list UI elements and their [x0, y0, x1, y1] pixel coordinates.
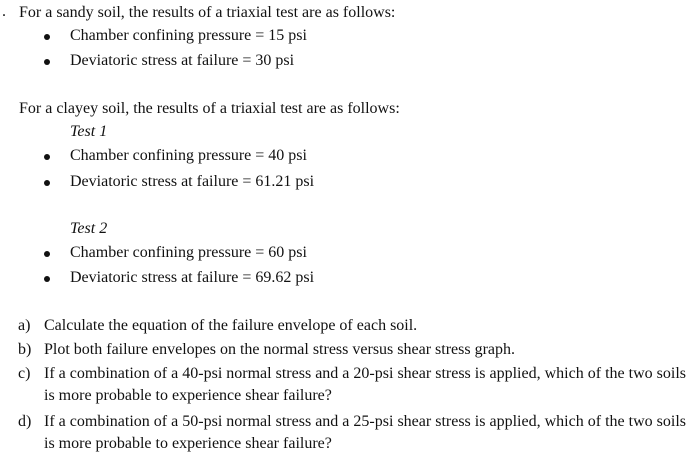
- question-a-label: a): [18, 317, 31, 334]
- test1-item-deviatoric: Deviatoric stress at failure = 61.21 psi: [70, 173, 315, 190]
- bullet-dot: [44, 180, 50, 186]
- question-b-label: b): [18, 341, 32, 358]
- question-c-label: c): [18, 365, 31, 382]
- test1-title: Test 1: [70, 123, 108, 140]
- clayey-intro: For a clayey soil, the results of a triaxial test are as follows:: [19, 100, 400, 117]
- test1-item-confining: Chamber confining pressure = 40 psi: [70, 147, 307, 164]
- sandy-intro: For a sandy soil, the results of a triaxial test are as follows:: [19, 4, 396, 21]
- sandy-item-deviatoric: Deviatoric stress at failure = 30 psi: [70, 52, 295, 69]
- bullet-dot: [44, 34, 50, 40]
- test2-title: Test 2: [70, 220, 108, 237]
- question-d-label: d): [18, 413, 32, 430]
- test2-item-deviatoric: Deviatoric stress at failure = 69.62 psi: [70, 269, 315, 286]
- question-d-text: If a combination of a 50-psi normal stress and a 25-psi shear stress is applied, which of the two soils is more probable to experience shear failure?: [44, 413, 686, 452]
- question-c-text: If a combination of a 40-psi normal stress and a 20-psi shear stress is applied, which of the two soils is more probable to experience shear failure?: [44, 365, 686, 404]
- bullet-dot: [44, 59, 50, 65]
- bullet-dot: [44, 251, 50, 257]
- problem-marker: .: [2, 3, 6, 20]
- question-b-text: Plot both failure envelopes on the normal stress versus shear stress graph.: [44, 341, 516, 358]
- sandy-item-confining: Chamber confining pressure = 15 psi: [70, 27, 307, 44]
- question-a-text: Calculate the equation of the failure envelope of each soil.: [44, 317, 418, 334]
- bullet-dot: [44, 276, 50, 282]
- test2-item-confining: Chamber confining pressure = 60 psi: [70, 244, 307, 261]
- bullet-dot: [44, 154, 50, 160]
